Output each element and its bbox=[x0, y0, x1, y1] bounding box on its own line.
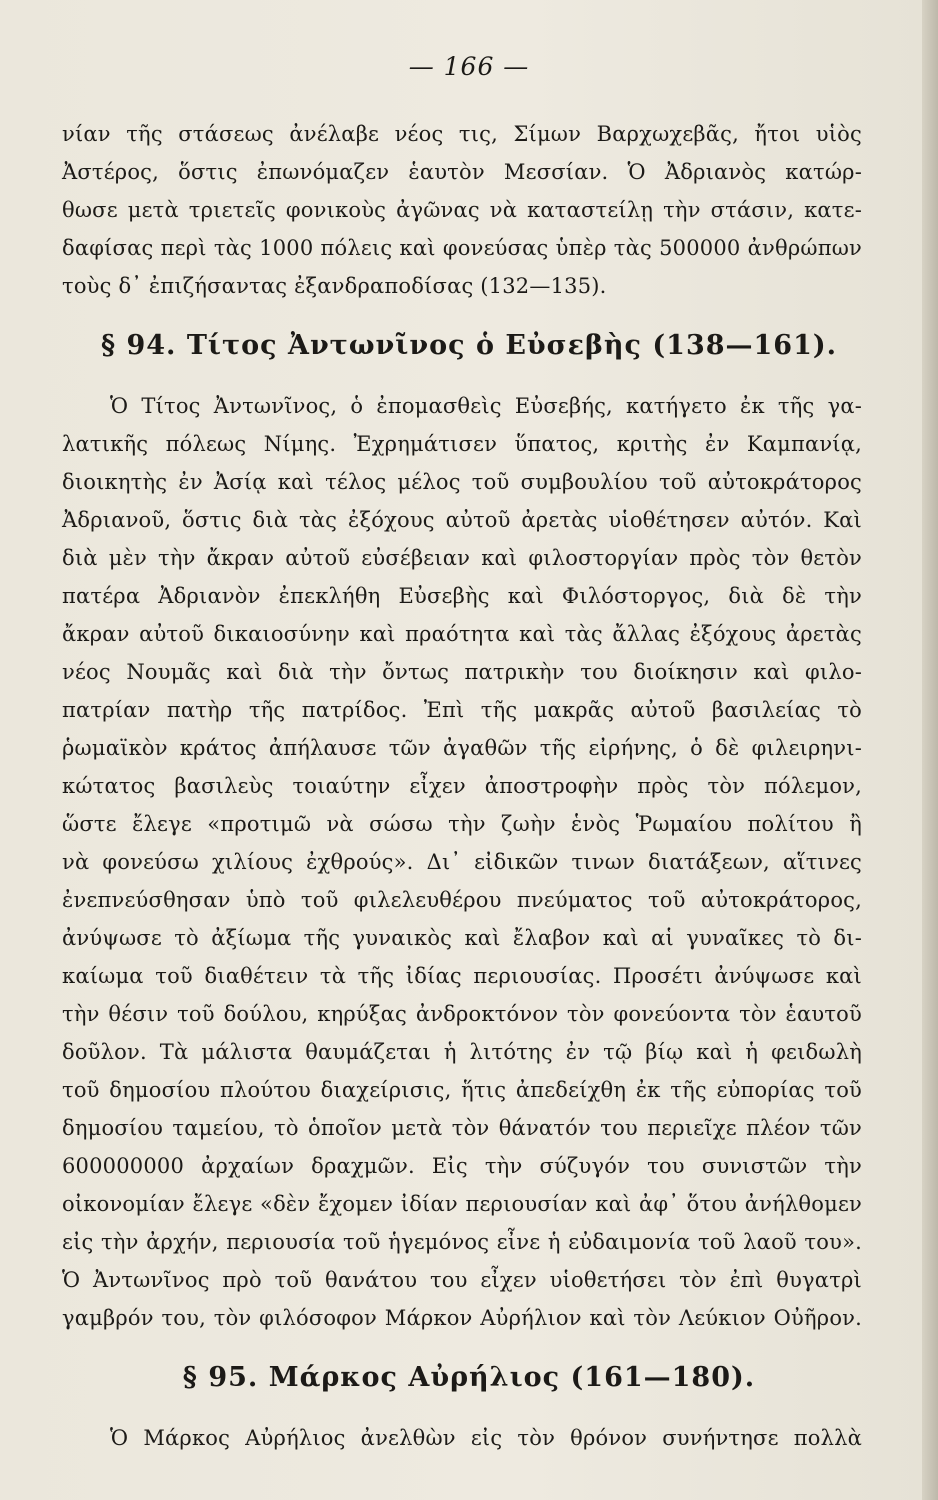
text-line: ὥστε ἔλεγε «προτιμῶ νὰ σώσω τὴν ζωὴν ἑνὸς Ῥωμαίου πολίτου ἢ bbox=[62, 812, 862, 836]
text-line: νέος Νουμᾶς καὶ διὰ τὴν ὄντως πατρικὴν του διοίκησιν καὶ φιλο- bbox=[62, 660, 862, 684]
text-line: Ἀστέρος, ὅστις ἐπωνόμαζεν ἑαυτὸν Μεσσίαν. Ὁ Ἀδριανὸς κατώρ- bbox=[62, 160, 862, 184]
page-edge bbox=[922, 0, 938, 1500]
text-line: καίωμα τοῦ διαθέτειν τὰ τῆς ἰδίας περιουσίας. Προσέτι ἀνύψωσε καὶ bbox=[62, 964, 862, 988]
text-line: τὴν θέσιν τοῦ δούλου, κηρύξας ἀνδροκτόνον τὸν φονεύοντα τὸν ἑαυτοῦ bbox=[62, 1002, 862, 1026]
text-line: Ὁ Τίτος Ἀντωνῖνος, ὁ ἐπομασθεὶς Εὐσεβής, κατήγετο ἐκ τῆς γα- bbox=[110, 394, 862, 418]
text-line: ἀνύψωσε τὸ ἀξίωμα τῆς γυναικὸς καὶ ἔλαβον καὶ αἱ γυναῖκες τὸ δι- bbox=[62, 926, 862, 950]
text-line: δοῦλον. Τὰ μάλιστα θαυμάζεται ἡ λιτότης ἐν τῷ βίῳ καὶ ἡ φειδωλὴ bbox=[62, 1040, 862, 1064]
text-line: 600000000 ἀρχαίων δραχμῶν. Εἰς τὴν σύζυγόν του συνιστῶν τὴν bbox=[62, 1154, 862, 1178]
text-line: πατρίαν πατὴρ τῆς πατρίδος. Ἐπὶ τῆς μακρᾶς αὐτοῦ βασιλείας τὸ bbox=[62, 698, 862, 722]
text-line: κώτατος βασιλεὺς τοιαύτην εἶχεν ἀποστροφὴν πρὸς τὸν πόλεμον, bbox=[62, 774, 862, 798]
section-heading-94: § 94. Τίτος Ἀντωνῖνος ὁ Εὐσεβὴς (138—161). bbox=[100, 330, 838, 361]
text-line: πατέρα Ἀδριανὸν ἐπεκλήθη Εὐσεβὴς καὶ Φιλόστοργος, διὰ δὲ τὴν bbox=[62, 584, 862, 608]
text-line: διὰ μὲν τὴν ἄκραν αὐτοῦ εὐσέβειαν καὶ φιλοστοργίαν πρὸς τὸν θετὸν bbox=[62, 546, 862, 570]
text-line: Ἀδριανοῦ, ὅστις διὰ τὰς ἐξόχους αὐτοῦ ἀρετὰς υἱοθέτησεν αὐτόν. Καὶ bbox=[62, 508, 862, 532]
text-line: τοὺς δ᾽ ἐπιζήσαντας ἐξανδραποδίσας (132—135). bbox=[62, 274, 607, 298]
text-line: γαμβρόν του, τὸν φιλόσοφον Μάρκον Αὐρήλιον καὶ τὸν Λεύκιον Οὐῆρον. bbox=[62, 1306, 862, 1330]
text-line: ἐνεπνεύσθησαν ὑπὸ τοῦ φιλελευθέρου πνεύματος τοῦ αὐτοκράτορος, bbox=[62, 888, 862, 912]
section-heading-95: § 95. Μάρκος Αὐρήλιος (161—180). bbox=[182, 1362, 756, 1393]
text-line: ῥωμαϊκὸν κράτος ἀπήλαυσε τῶν ἀγαθῶν τῆς εἰρήνης, ὁ δὲ φιλειρηνι- bbox=[62, 736, 862, 760]
text-line: Ὁ Μάρκος Αὐρήλιος ἀνελθὼν εἰς τὸν θρόνον συνήντησε πολλὰ bbox=[110, 1426, 862, 1450]
text-line: θωσε μετὰ τριετεῖς φονικοὺς ἀγῶνας νὰ καταστείλῃ τὴν στάσιν, κατε- bbox=[62, 198, 862, 222]
text-line: ἄκραν αὐτοῦ δικαιοσύνην καὶ πραότητα καὶ τὰς ἄλλας ἐξόχους ἀρετὰς bbox=[62, 622, 862, 646]
text-line: δημοσίου ταμείου, τὸ ὁποῖον μετὰ τὸν θάνατόν του περιεῖχε πλέον τῶν bbox=[62, 1116, 862, 1140]
text-line: νίαν τῆς στάσεως ἀνέλαβε νέος τις, Σίμων Βαρχωχεβᾶς, ἤτοι υἱὸς bbox=[62, 122, 862, 146]
text-line: εἰς τὴν ἀρχήν, περιουσία τοῦ ἡγεμόνος εἶνε ἡ εὐδαιμονία τοῦ λαοῦ του». bbox=[62, 1230, 862, 1254]
text-line: λατικῆς πόλεως Νίμης. Ἐχρημάτισεν ὕπατος, κριτὴς ἐν Καμπανίᾳ, bbox=[62, 432, 862, 456]
text-line: νὰ φονεύσω χιλίους ἐχθρούς». Δι᾽ εἰδικῶν τινων διατάξεων, αἵτινες bbox=[62, 850, 862, 874]
text-line: οἰκονομίαν ἔλεγε «δὲν ἔχομεν ἰδίαν περιουσίαν καὶ ἀφ᾽ ὅτου ἀνήλθομεν bbox=[62, 1192, 862, 1216]
text-line: τοῦ δημοσίου πλούτου διαχείρισις, ἥτις ἀπεδείχθη ἐκ τῆς εὐπορίας τοῦ bbox=[62, 1078, 862, 1102]
text-line: Ὁ Ἀντωνῖνος πρὸ τοῦ θανάτου του εἶχεν υἱοθετήσει τὸν ἐπὶ θυγατρὶ bbox=[62, 1268, 862, 1292]
text-line: δαφίσας περὶ τὰς 1000 πόλεις καὶ φονεύσας ὑπὲρ τὰς 500000 ἀνθρώπων bbox=[62, 236, 862, 260]
text-line: διοικητὴς ἐν Ἀσίᾳ καὶ τέλος μέλος τοῦ συμβουλίου τοῦ αὐτοκράτορος bbox=[62, 470, 862, 494]
page-number: — 166 — bbox=[408, 52, 530, 81]
